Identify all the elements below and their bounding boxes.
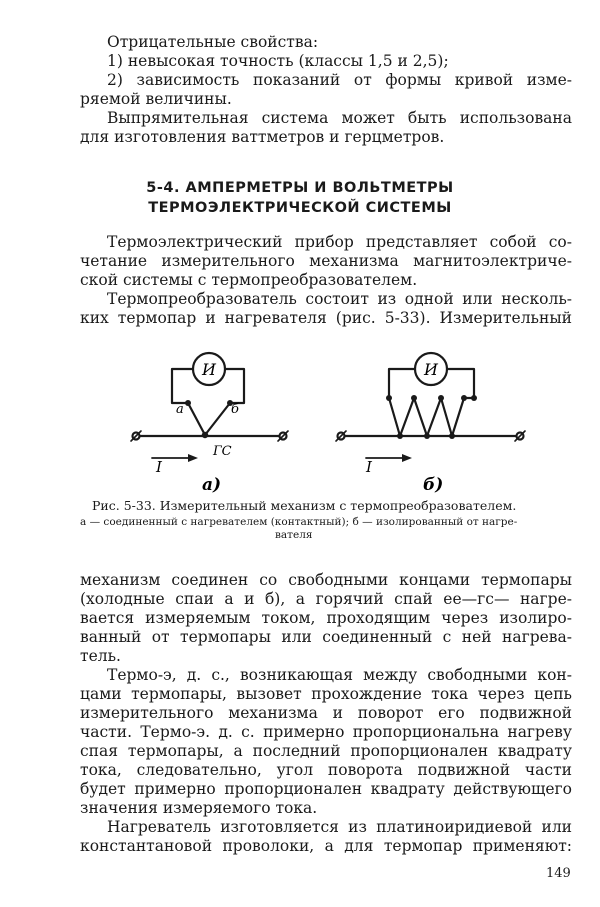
text-line: 1) невысокая точность (классы 1,5 и 2,5); <box>107 52 449 70</box>
text-line: четание измерительного механизма магнитоэлектриче- <box>80 252 572 270</box>
text-line: Термо-э, д. с., возникающая между свободными кон- <box>107 666 572 684</box>
text-line: Отрицательные свойства: <box>107 33 319 51</box>
lead-left <box>389 369 415 398</box>
text-line: Термоэлектрический прибор представляет собой со- <box>107 233 572 251</box>
figure-caption: Рис. 5-33. Измерительный механизм с термопреобразователем. <box>92 498 517 513</box>
text-line: константановой проволоки, а для термопар применяют: <box>80 837 572 855</box>
text-line: части. Термо-э. д. с. примерно пропорциональна нагреву <box>80 723 572 741</box>
junction-label-a: а <box>176 402 184 417</box>
text-line: значения измеряемого тока. <box>80 799 318 817</box>
text-line: Термопреобразователь состоит из одной или несколь- <box>107 290 572 308</box>
text-line: тель. <box>80 647 121 665</box>
text-line: ряемой величины. <box>80 90 232 108</box>
junction-label-b: б <box>231 402 239 417</box>
text-line: 2) зависимость показаний от формы кривой изме- <box>107 71 572 89</box>
text-line: цами термопары, вызовет прохождение тока через цепь <box>80 685 572 703</box>
text-line: Нагреватель изготовляется из платиноиридиевой или <box>107 818 572 836</box>
text-line: (холодные спаи а и б), а горячий спай ее—гс— нагре- <box>80 590 572 608</box>
hot-junction-label: ГС <box>213 444 232 459</box>
page-number: 149 <box>546 866 571 881</box>
subfigure-label-a: а) <box>202 475 222 495</box>
text-line: измерительного механизма и поворот его подвижной <box>80 704 572 722</box>
text-line: будет примерно пропорционален квадрату действующего <box>80 780 572 798</box>
text-line: спая термопары, а последний пропорционален квадрату <box>80 742 572 760</box>
meter-label: И <box>202 360 216 379</box>
text-line: механизм соединен со свободными концами термопары <box>80 571 572 589</box>
figure-caption-note: вателя <box>275 529 313 541</box>
section-heading: ТЕРМОЭЛЕКТРИЧЕСКОЙ СИСТЕМЫ <box>148 200 452 216</box>
section-heading: 5-4. АМПЕРМЕТРЫ И ВОЛЬТМЕТРЫ <box>146 180 454 196</box>
text-line: тока, следовательно, угол поворота подвижной части <box>80 761 572 779</box>
meter-label: И <box>424 360 438 379</box>
text-line: ких термопар и нагревателя (рис. 5-33). Измерительный <box>80 309 572 327</box>
text-line: ванный от термопары или соединенный с ней нагрева- <box>80 628 572 646</box>
text-line: для изготовления ваттметров и герцметров. <box>80 128 445 146</box>
current-label: I <box>366 458 372 476</box>
figure-caption-note: а — соединенный с нагревателем (контактный); б — изолированный от нагре- <box>80 516 518 528</box>
subfigure-label-b: б) <box>423 475 444 495</box>
text-line: вается измеряемым током, проходящим через изолиро- <box>80 609 572 627</box>
text-line: Выпрямительная система может быть использована <box>107 109 572 127</box>
text-line: ской системы с термопреобразователем. <box>80 271 418 289</box>
lead-right <box>447 369 474 398</box>
thermocouple-zigzag <box>389 398 474 436</box>
current-label: I <box>156 458 162 476</box>
